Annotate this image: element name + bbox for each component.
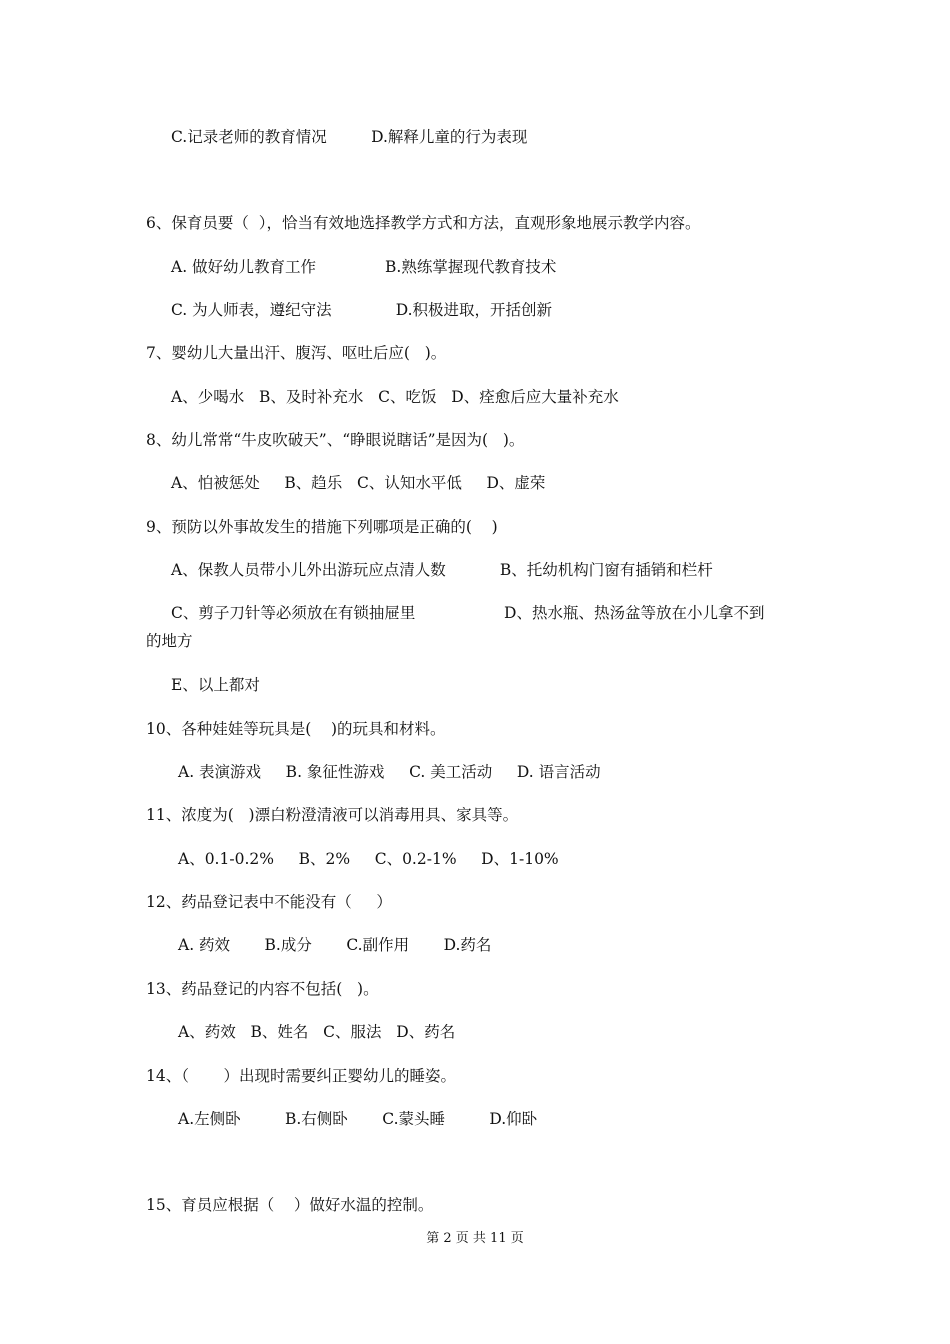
option-line: C.记录老师的教育情况 D.解释儿童的行为表现 xyxy=(171,128,528,146)
option-line: A. 表演游戏 B. 象征性游戏 C. 美工活动 D. 语言活动 xyxy=(178,763,601,781)
option-line: A、怕被惩处 B、趋乐 C、认知水平低 D、虚荣 xyxy=(171,474,546,492)
question-line: 13、药品登记的内容不包括( )。 xyxy=(146,980,379,998)
question-line: 15、育员应根据（ ）做好水温的控制。 xyxy=(146,1196,434,1214)
question-line: 10、各种娃娃等玩具是( )的玩具和材料。 xyxy=(146,720,446,738)
question-line: 6、保育员要（ ），恰当有效地选择教学方式和方法，直观形象地展示教学内容。 xyxy=(146,214,701,232)
question-line: 的地方 xyxy=(146,632,193,650)
question-line: 11、浓度为( )漂白粉澄清液可以消毒用具、家具等。 xyxy=(146,806,519,824)
option-line: A、保教人员带小儿外出游玩应点清人数 B、托幼机构门窗有插销和栏杆 xyxy=(171,561,713,579)
question-line: 7、婴幼儿大量出汗、腹泻、呕吐后应( )。 xyxy=(146,344,447,362)
option-line: C. 为人师表，遵纪守法 D.积极进取，开括创新 xyxy=(171,301,553,319)
option-line: A. 做好幼儿教育工作 B.熟练掌握现代教育技术 xyxy=(171,258,557,276)
option-line: C、剪子刀针等必须放在有锁抽屉里 D、热水瓶、热汤盆等放在小儿拿不到 xyxy=(171,604,765,622)
option-line: A.左侧卧 B.右侧卧 C.蒙头睡 D.仰卧 xyxy=(178,1110,538,1128)
question-line: 9、预防以外事故发生的措施下列哪项是正确的( ) xyxy=(146,518,498,536)
option-line: A、0.1-0.2% B、2% C、0.2-1% D、1-10% xyxy=(178,850,559,868)
option-line: A. 药效 B.成分 C.副作用 D.药名 xyxy=(178,936,492,954)
option-line: A、少喝水 B、及时补充水 C、吃饭 D、痊愈后应大量补充水 xyxy=(171,388,619,406)
option-line: E、以上都对 xyxy=(171,676,260,694)
question-line: 8、幼儿常常“牛皮吹破天”、“睁眼说瞎话”是因为( )。 xyxy=(146,431,525,449)
page-footer: 第 2 页 共 11 页 xyxy=(426,1231,524,1246)
option-line: A、药效 B、姓名 C、服法 D、药名 xyxy=(178,1023,456,1041)
question-line: 12、药品登记表中不能没有（ ） xyxy=(146,893,392,911)
question-line: 14、（ ）出现时需要纠正婴幼儿的睡姿。 xyxy=(146,1067,456,1085)
